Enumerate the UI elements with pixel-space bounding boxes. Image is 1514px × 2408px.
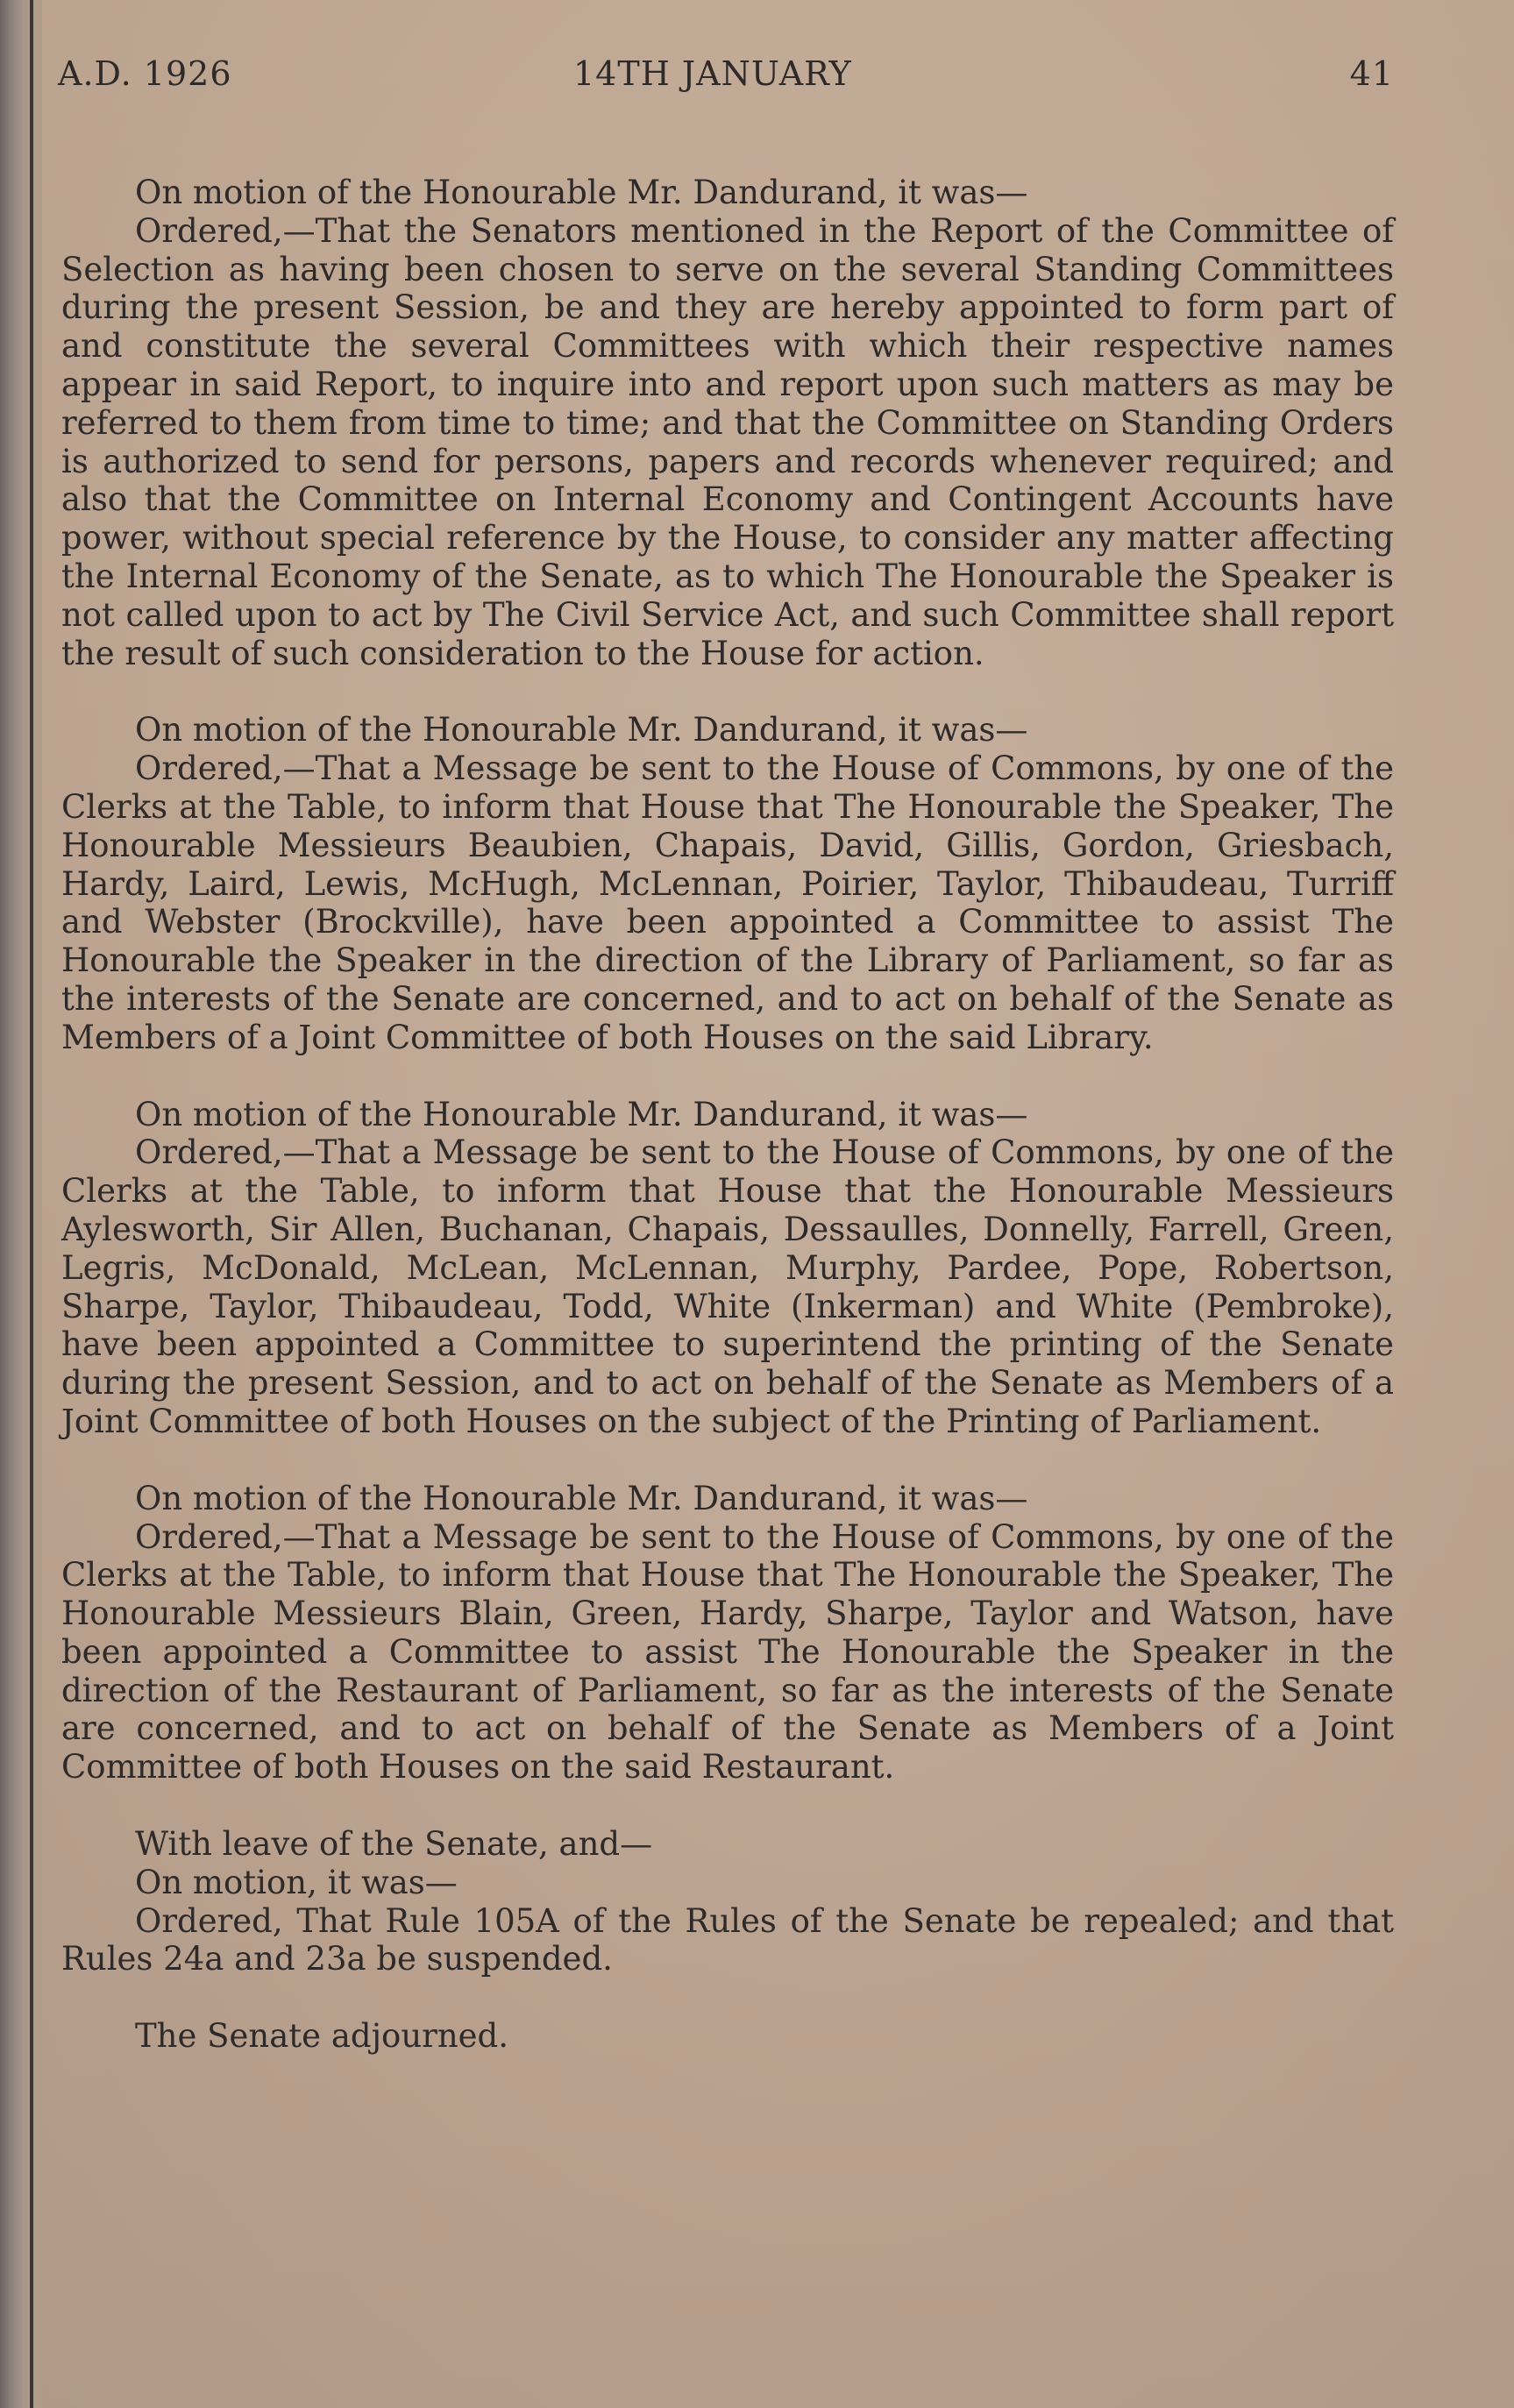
motion-line-3: On motion of the Honourable Mr. Dandurand, it was— bbox=[135, 1095, 1028, 1133]
paragraph-gap bbox=[61, 672, 1394, 711]
paragraph-gap bbox=[61, 1978, 1394, 2017]
order-committees-of-selection: Ordered,—That the Senators mentioned in the Report of the Committee of Selection as having been chosen to serve on the several Standing Committees during the present Session, be and they are hereby appointed to form part of and constitute the several Committees with which their respective names appear in said Report, to inquire into and report upon such matters as may be referred to them from time to time; and that the Committee on Standing Orders is authorized to send for persons, papers and records whenever required; and also that the Committee on Internal Economy and Contingent Accounts have power, without special reference by the House, to consider any matter affecting the Internal Economy of the Senate, as to which The Honourable the Speaker is not called upon to act by The Civil Service Act, and such Committee shall report the result of such consideration to the House for action. bbox=[61, 211, 1394, 672]
motion-line-1: On motion of the Honourable Mr. Dandurand, it was— bbox=[135, 174, 1028, 211]
paragraph-gap bbox=[61, 1441, 1394, 1480]
paragraph-gap bbox=[61, 1786, 1394, 1825]
adjournment-line: The Senate adjourned. bbox=[135, 2017, 509, 2056]
leave-line: With leave of the Senate, and— bbox=[135, 1825, 653, 1864]
order-printing-committee: Ordered,—That a Message be sent to the House of Commons, by one of the Clerks at the Table, to inform that House that the Honourable Messieurs Aylesworth, Sir Allen, Buchanan, Chapais, Dessaulles, Donnelly, Farrell, Green, Legris, McDonald, McLean, McLennan, Murphy, Pardee, Pope, Robertson, Sharpe, Taylor, Thibaudeau, Todd, White (Inkerman) and White (Pembroke), have been appointed a Committee to superintend the printing of the Senate during the present Session, and to act on behalf of the Senate as Members of a Joint Committee of both Houses on the subject of the Printing of Parliament. bbox=[61, 1133, 1394, 1440]
header-date: 14TH JANUARY bbox=[573, 54, 852, 93]
header-year: A.D. 1926 bbox=[58, 54, 232, 93]
gutter-line bbox=[30, 0, 33, 2408]
order-rules: Ordered, That Rule 105A of the Rules of the Senate be repealed; and that Rules 24a and 23a be suspended. bbox=[61, 1901, 1394, 1978]
order-restaurant-committee: Ordered,—That a Message be sent to the House of Commons, by one of the Clerks at the Table, to inform that House that The Honourable the Speaker, The Honourable Messieurs Blain, Green, Hardy, Sharpe, Taylor and Watson, have been appointed a Committee to assist The Honourable the Speaker in the direction of the Restaurant of Parliament, so far as the interests of the Senate are concerned, and to act on behalf of the Senate as Members of a Joint Committee of both Houses on the said Restaurant. bbox=[61, 1517, 1394, 1786]
running-header bbox=[58, 54, 1394, 103]
paragraph-gap bbox=[61, 1057, 1394, 1096]
motion-line-5: On motion, it was— bbox=[135, 1863, 458, 1901]
book-spine-edge bbox=[0, 0, 42, 2408]
journal-body bbox=[61, 174, 1394, 2056]
order-library-committee: Ordered,—That a Message be sent to the House of Commons, by one of the Clerks at the Table, to inform that House that The Honourable the Speaker, The Honourable Messieurs Beaubien, Chapais, David, Gillis, Gordon, Griesbach, Hardy, Laird, Lewis, McHugh, McLennan, Poirier, Taylor, Thibaudeau, Turriff and Webster (Brockville), have been appointed a Committee to assist The Honourable the Speaker in the direction of the Library of Parliament, so far as the interests of the Senate are concerned, and to act on behalf of the Senate as Members of a Joint Committee of both Houses on the said Library. bbox=[61, 749, 1394, 1056]
motion-line-2: On motion of the Honourable Mr. Dandurand, it was— bbox=[135, 711, 1028, 749]
page-number: 41 bbox=[1349, 54, 1394, 93]
motion-line-4: On motion of the Honourable Mr. Dandurand, it was— bbox=[135, 1479, 1028, 1517]
